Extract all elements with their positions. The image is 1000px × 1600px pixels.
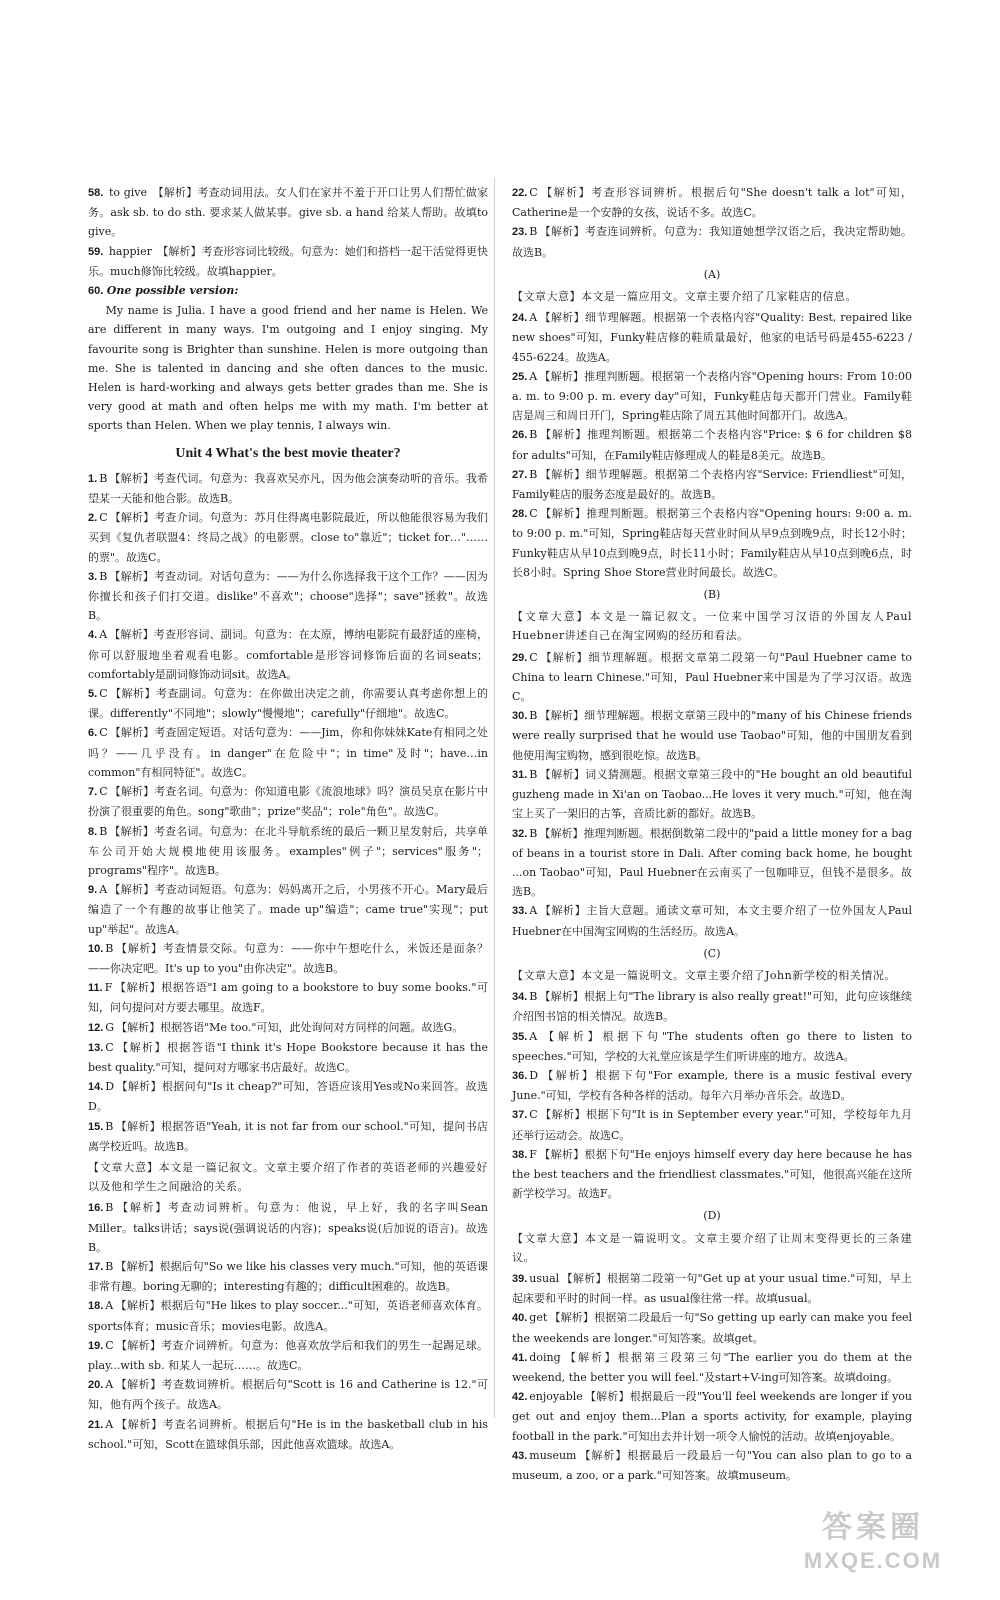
answer-item: [512, 706, 912, 765]
answer-item: [512, 183, 912, 222]
item-number: 30.: [512, 710, 528, 723]
section-c-heading: (C): [703, 946, 721, 960]
item-explanation: 【解析】考查介词辨析。句意为：他喜欢放学后和我们的男生一起踢足球。play...with sb. 和某人一起玩……。故选C。: [88, 1338, 488, 1372]
item-number: 16.: [88, 1202, 104, 1215]
item-explanation: 【解析】根据后句"So we like his classes very much."可知，他的英语课非常有趣。boring无聊的；interesting有趣的；difficult困难的。故选B。: [88, 1259, 488, 1294]
item-explanation: 【解析】考查名词辨析。根据后句"He is in the basketball club in his school."可知，Scott在篮球俱乐部，因此他喜欢篮球。故选A。: [88, 1417, 488, 1451]
item-answer: A: [105, 1417, 114, 1431]
item-answer: A: [529, 1029, 538, 1043]
item-number: 32.: [512, 827, 528, 840]
answer-item: [512, 901, 912, 940]
item-answer: doing: [529, 1350, 561, 1364]
item-explanation: 【解析】根据上句"The library is also really great!"可知，此句应该继续介绍图书馆的相关情况。故选B。: [512, 990, 912, 1024]
item-answer: happier: [108, 244, 152, 258]
unit4-answer-list: [88, 469, 488, 1156]
item-answer: C: [529, 186, 538, 199]
answer-item: [512, 1269, 912, 1308]
item-number: 40.: [512, 1312, 528, 1325]
answer-item: [88, 1198, 488, 1257]
item-number: 18.: [88, 1300, 104, 1313]
item-number: 36.: [512, 1069, 528, 1082]
item-number: 22.: [512, 187, 528, 199]
answer-list-d: [512, 1269, 912, 1485]
item-explanation: 【解析】考查固定短语。对话句意为：——Jim，你和你妹妹Kate有相同之处吗？——几乎没有。in danger"在危险中"；in time"及时"；have…in common"有相同特征"。故选C。: [88, 726, 488, 779]
item-number: 20.: [88, 1379, 104, 1392]
answer-item: [512, 765, 912, 824]
item-number: 41.: [512, 1351, 528, 1364]
item-explanation: 【解析】细节理解题。根据第一个表格内容"Quality: Best, repaired like new shoes"可知，Funky鞋店修的鞋质量最好，他家的电话号码是455-6223 / 455-6224。故选A。: [512, 311, 912, 364]
answer-item: [512, 1066, 912, 1105]
item-explanation: 【解析】细节理解题。根据文章第三段中的"many of his Chinese friends were really surprised that he would use Taobao"可知，他的中国朋友看到他使用淘宝购物，感到很吃惊。故选B。: [512, 709, 912, 762]
sample-essay: My name is Julia. I have a good friend and her name is Helen. We are different in many ways. I'm outgoing and I enjoy singing. My favourite song is Brighter than sunshine. Helen is more outgoing than me. She is talented in dancing and she often dances to the music. Helen is hard-working and always gets better grades than me. She is very good at math and often helps me with my math. I'm better at sports than Helen. When we play tennis, I always win.: [88, 304, 488, 433]
item-explanation: 【解析】考查副词。句意为：在你做出决定之前，你需要认真考虑你想上的课。differently"不同地"；slowly"慢慢地"；carefully"仔细地"。故选C。: [88, 687, 488, 721]
item-answer: A: [105, 1378, 114, 1392]
answer-item: [512, 1348, 912, 1387]
item-number: 58.: [88, 187, 104, 199]
item-number: 24.: [512, 312, 528, 325]
summary-c: 【文章大意】本文是一篇说明文。文章主要介绍了John新学校的相关情况。: [512, 968, 896, 982]
answer-item: [88, 880, 488, 939]
item-explanation: 【解析】考查动词短语。句意为：妈妈离开之后，小男孩不开心。Mary最后编造了一个有趣的故事让他笑了。made up"编造"；came true"实现"；put up"举起"。故选A。: [88, 883, 488, 936]
answer-list-a: [512, 308, 912, 582]
item-answer: usual: [529, 1271, 560, 1285]
item-number: 33.: [512, 905, 528, 918]
answer-item: [512, 1105, 912, 1144]
answer-item: [88, 1038, 488, 1077]
item-answer: D: [529, 1068, 539, 1082]
item-answer: A: [529, 311, 538, 325]
answer-item: [88, 782, 488, 821]
item-explanation: 【解析】考查名词。句意为：你知道电影《流浪地球》吗？演员吴京在影片中扮演了很重要的角色。song"歌曲"；prize"奖品"；role"角色"。故选C。: [88, 785, 488, 819]
item-explanation: 【解析】推理判断题。根据第一个表格内容"Opening hours: From 10:00 a. m. to 9:00 p. m. every day"可知，Funky鞋店每天都开门营业。Family鞋店是周三和周日开门，Spring鞋店除了周五其他时间都开门。故选A。: [512, 369, 912, 423]
item-answer: B: [529, 428, 538, 442]
item-number: 38.: [512, 1148, 528, 1161]
item-answer: A: [105, 1299, 114, 1313]
section-b-heading: (B): [703, 588, 721, 602]
item-explanation: 【解析】根据下句"It is in September every year."可知，学校每年九月还举行运动会。故选C。: [512, 1108, 912, 1142]
column-divider: [494, 178, 495, 1418]
answer-item: [512, 504, 912, 582]
item-explanation: 【解析】根据第三段第三句"The earlier you do them at the weekend, the better you will feel."及start+V-ing可知答案。故填doing。: [512, 1350, 912, 1384]
item-answer: A: [529, 369, 538, 383]
answer-item: [88, 978, 488, 1017]
item-explanation: 【解析】考查代词。句意为：我喜欢吴亦凡，因为他会演奏动听的音乐。我希望某一天能和他合影。故选B。: [88, 471, 488, 506]
item-answer: C: [529, 507, 538, 521]
item-answer: F: [104, 981, 113, 995]
version-label: One possible version:: [106, 284, 239, 298]
answer-item: [88, 508, 488, 567]
answer-item: [512, 648, 912, 707]
item-explanation: 【解析】根据答语"I am going to a bookstore to buy some books."可知，问句提问对方要去哪里。故选F。: [88, 981, 488, 1015]
answer-item: [512, 987, 912, 1026]
answer-item: [88, 567, 488, 626]
answer-item: [512, 465, 912, 504]
item-answer: B: [99, 471, 108, 485]
item-explanation: 【解析】推理判断题。根据第三个表格内容"Opening hours: 9:00 a. m. to 9:00 p. m."可知，Spring鞋店每天营业时间从早9点到晚9点，时长12小时；Funky鞋店从早10点到晚9点，时长11小时；Family鞋店从早10点到晚6点，时长8小时。Spring Shoe Store营业时间最长。故选C。: [512, 507, 912, 579]
item-number: 60.: [88, 285, 104, 298]
item-number: 12.: [88, 1021, 104, 1034]
left-column: [88, 183, 488, 1454]
item-number: 19.: [88, 1339, 104, 1352]
item-answer: enjoyable: [529, 1390, 583, 1404]
answer-item: [88, 469, 488, 508]
item-explanation: 【解析】根据第二段第一句"Get up at your usual time."可知，早上起床要和平时的时间一样。as usual像往常一样。故填usual。: [512, 1271, 912, 1306]
answer-item: [88, 1375, 488, 1414]
item-answer: B: [105, 941, 114, 955]
item-number: 15.: [88, 1120, 104, 1133]
item-explanation: 【解析】考查动词用法。女人们在家并不羞于开口让男人们帮忙做家务。ask sb. to do sth. 要求某人做某事。give sb. a hand 给某人帮助。故填to give。: [88, 186, 489, 239]
item-explanation: 【解析】根据后句"He likes to play soccer..."可知，英语老师喜欢体育。sports体育；music音乐；movies电影。故选A。: [88, 1299, 488, 1333]
answer-item: [88, 723, 488, 782]
item-number: 10.: [88, 942, 104, 955]
item-explanation: 【解析】词义猜测题。根据文章第三段中的"He bought an old beautiful guzheng made in Xi'an on Taobao...He loves it very much."可知，他在淘宝上买了一架旧的古筝，音质比新的都好。故选B。: [512, 767, 912, 821]
answer-item: [88, 1257, 488, 1296]
item-explanation: 【解析】考查连词辨析。句意为：我知道她想学汉语之后，我决定帮助她。故选B。: [512, 225, 912, 259]
item-number: 34.: [512, 991, 528, 1004]
item-answer: B: [529, 990, 538, 1004]
answer-item-60: [88, 281, 488, 301]
item-explanation: 【解析】主旨大意题。通读文章可知，本文主要介绍了一位外国友人Paul Huebner在中国淘宝网购的生活经历。故选A。: [512, 904, 912, 938]
item-answer: C: [99, 687, 108, 701]
item-explanation: 【解析】细节理解题。根据文章第二段第一句"Paul Huebner came to China to learn Chinese."可知，Paul Huebner来中国是为了学习汉语。故选C。: [512, 650, 912, 704]
unit-title: Unit 4 What's the best movie theater?: [175, 445, 401, 461]
item-explanation: 【解析】考查情景交际。句意为：——你中午想吃什么，米饭还是面条？——你决定吧。It's up to you"由你决定"。故选B。: [88, 941, 488, 975]
item-explanation: 【解析】推理判断题。根据倒数第二段中的"paid a little money for a bag of beans in a tourist store in Dali. After coming back home, he bought ...on Taobao"可知，Paul Huebner在云南买了一包咖啡豆，但钱不是很多。故选B。: [512, 826, 912, 899]
item-answer: A: [99, 883, 108, 897]
item-explanation: 【解析】根据第二段最后一句"So getting up early can make you feel the weekends are longer."可知答案。故填get。: [512, 1311, 912, 1345]
item-number: 37.: [512, 1109, 528, 1122]
item-answer: get: [529, 1311, 548, 1325]
item-number: 11.: [88, 982, 103, 995]
item-answer: B: [105, 1119, 114, 1133]
item-answer: B: [529, 826, 538, 840]
answer-item: [512, 1027, 912, 1066]
item-explanation: 【解析】根据最后一段最后一句"You can also plan to go to a museum, a zoo, or a park."可知答案。故填museum。: [512, 1448, 912, 1482]
answer-list-22-23: [512, 183, 912, 262]
item-number: 9.: [88, 884, 98, 897]
item-answer: B: [529, 709, 538, 723]
item-explanation: 【解析】根据答语"Me too."可知，此处询问对方同样的问题。故选G。: [116, 1020, 464, 1034]
item-number: 3.: [88, 570, 98, 583]
answer-item: [88, 1077, 488, 1116]
answer-item: [512, 824, 912, 902]
answer-item: [512, 1387, 912, 1446]
item-number: 2.: [88, 512, 98, 525]
item-explanation: 【解析】根据下句"The students often go there to listen to speeches."可知，学校的大礼堂应该是学生们听讲座的地方。故选A。: [512, 1029, 912, 1063]
item-number: 43.: [512, 1449, 528, 1462]
item-number: 17.: [88, 1260, 104, 1273]
site-watermark: [768, 1508, 978, 1580]
answer-item: [88, 1415, 488, 1454]
answer-list-c: [512, 987, 912, 1203]
item-answer: B: [105, 1259, 114, 1273]
item-number: 42.: [512, 1391, 528, 1404]
item-explanation: 【解析】考查介词。句意为：苏月住得离电影院最近，所以他能很容易为我们买到《复仇者联盟4：终局之战》的电影票。close to"靠近"；ticket for…"……的票"。故选C。: [88, 511, 488, 564]
item-answer: C: [105, 1338, 114, 1352]
item-answer: D: [105, 1080, 115, 1094]
summary-d: 【文章大意】本文是一篇说明文。文章主要介绍了让周末变得更长的三条建议。: [512, 1231, 912, 1264]
item-explanation: 【解析】根据下句"For example, there is a music festival every June."可知，学校有各种各样的活动。每年六月举办音乐会。故选D。: [512, 1068, 912, 1103]
answer-item: [88, 1018, 488, 1038]
item-explanation: 【解析】考查形容词辨析。根据后句"She doesn't talk a lot"可知，Catherine是一个安静的女孩，说话不多。故选C。: [512, 186, 912, 220]
answer-item: [512, 222, 912, 261]
item-answer: B: [105, 1201, 114, 1215]
item-number: 23.: [512, 226, 528, 239]
answer-item: [88, 1117, 488, 1156]
item-number: 5.: [88, 688, 98, 701]
item-explanation: 【解析】考查动词辨析。句意为：他说，早上好，我的名字叫Sean Miller。talks讲话；says说(强调说话的内容)；speaks说(后加说的语言)。故选B。: [88, 1201, 488, 1254]
answer-item: [88, 939, 488, 978]
item-explanation: 【解析】考查动词。对话句意为：——为什么你选择我干这个工作？——因为你擅长和孩子们打交道。dislike"不喜欢"；choose"选择"；save"拯救"。故选B。: [88, 569, 488, 623]
answer-item: [512, 425, 912, 464]
item-answer: to give: [108, 186, 147, 199]
cloze-answer-list: [88, 1198, 488, 1454]
item-answer: C: [99, 726, 108, 740]
item-number: 7.: [88, 786, 98, 799]
item-answer: C: [99, 785, 108, 799]
item-answer: museum: [529, 1448, 577, 1462]
item-number: 31.: [512, 768, 528, 781]
item-number: 59.: [88, 245, 104, 258]
item-answer: B: [529, 767, 538, 781]
item-number: 8.: [88, 825, 98, 838]
summary-a: 【文章大意】本文是一篇应用文。文章主要介绍了几家鞋店的信息。: [512, 290, 857, 304]
item-answer: C: [99, 511, 108, 525]
item-number: 35.: [512, 1030, 528, 1043]
item-number: 21.: [88, 1418, 104, 1431]
item-explanation: 【解析】考查形容词、副词。句意为：在太原，博纳电影院有最舒适的座椅，你可以舒服地坐着观看电影。comfortable是形容词修饰后面的名词seats；comfortably是副词修饰动词sit。故选A。: [88, 628, 488, 681]
item-answer: F: [529, 1147, 537, 1161]
answer-item: [88, 822, 488, 881]
answer-item-58: [88, 183, 488, 242]
item-answer: B: [529, 467, 538, 481]
answer-item: [88, 625, 488, 684]
answer-item-59: [88, 242, 488, 281]
watermark-domain: MXQE.COM: [803, 1548, 943, 1573]
item-number: 14.: [88, 1081, 104, 1094]
watermark-logo-text: 答案圈: [822, 1511, 924, 1544]
item-number: 6.: [88, 727, 98, 740]
item-answer: A: [99, 628, 108, 642]
answer-item: [88, 1336, 488, 1375]
item-answer: G: [105, 1020, 115, 1034]
item-explanation: 【解析】考查形容词比较级。句意为：她们和搭档一起干活觉得更快乐。much修饰比较级。故填happier。: [88, 244, 489, 278]
answer-item: [512, 308, 912, 367]
item-explanation: 【解析】推理判断题。根据第二个表格内容"Price: $ 6 for children $8 for adults"可知，在Family鞋店修理成人的鞋是8美元。故选B。: [512, 428, 912, 462]
item-answer: B: [99, 824, 108, 838]
item-answer: A: [529, 904, 538, 918]
item-explanation: 【解析】考查数词辨析。根据后句"Scott is 16 and Catherine is 12."可知，他有两个孩子。故选A。: [88, 1378, 488, 1412]
item-answer: B: [529, 225, 538, 239]
item-answer: C: [529, 650, 538, 664]
item-explanation: 【解析】根据答语"Yeah, it is not far from our school."可知，提问书店离学校近吗。故选B。: [88, 1119, 488, 1153]
item-number: 26.: [512, 429, 528, 442]
item-explanation: 【解析】根据下句"He enjoys himself every day here because he has the best teachers and the friendliest classmates."可知，他很高兴能在这所新学校学习。故选F。: [512, 1147, 912, 1201]
item-explanation: 【解析】考查名词。句意为：在北斗导航系统的最后一颗卫星发射后，共享单车公司开始大规模地使用该服务。examples"例子"；services"服务"；programs"程序"。故选B。: [88, 824, 488, 877]
item-answer: C: [105, 1040, 114, 1054]
item-number: 27.: [512, 468, 528, 481]
answer-item: [88, 1296, 488, 1335]
item-explanation: 【解析】根据答语"I think it's Hope Bookstore because it has the best quality."可知，提问对方哪家书店最好。故选C。: [88, 1040, 488, 1074]
answer-item: [512, 367, 912, 426]
item-number: 29.: [512, 651, 528, 664]
article-summary: 【文章大意】本文是一篇记叙文。文章主要介绍了作者的英语老师的兴趣爱好以及他和学生之间融洽的关系。: [88, 1160, 488, 1194]
section-d-heading: (D): [703, 1209, 721, 1223]
item-explanation: 【解析】根据问句"Is it cheap?"可知，答语应该用Yes或No来回答。故选D。: [88, 1080, 488, 1114]
item-number: 1.: [88, 472, 98, 485]
item-answer: C: [529, 1108, 538, 1122]
answer-item: [88, 684, 488, 723]
item-number: 4.: [88, 629, 98, 642]
right-column: [512, 183, 912, 1485]
answer-item: [512, 1446, 912, 1485]
answer-item: [512, 1308, 912, 1347]
item-answer: B: [99, 569, 108, 583]
item-number: 13.: [88, 1041, 104, 1054]
summary-b: 【文章大意】本文是一篇记叙文。一位来中国学习汉语的外国友人Paul Huebner讲述自己在淘宝网购的经历和看法。: [512, 610, 912, 643]
item-number: 39.: [512, 1272, 528, 1285]
item-explanation: 【解析】细节理解题。根据第二个表格内容"Service: Friendliest"可知，Family鞋店的服务态度是最好的。故选B。: [512, 467, 912, 502]
item-number: 28.: [512, 508, 528, 521]
section-a-heading: (A): [703, 267, 721, 281]
answer-list-b: [512, 648, 912, 941]
item-explanation: 【解析】根据最后一段"You'll feel weekends are longer if you get out and enjoy them...Plan a sports activity, for example, playing football in the park."可知出去并计划一项令人愉悦的活动。故填enjoyable。: [512, 1390, 912, 1443]
answer-item: [512, 1145, 912, 1204]
item-number: 25.: [512, 370, 528, 383]
